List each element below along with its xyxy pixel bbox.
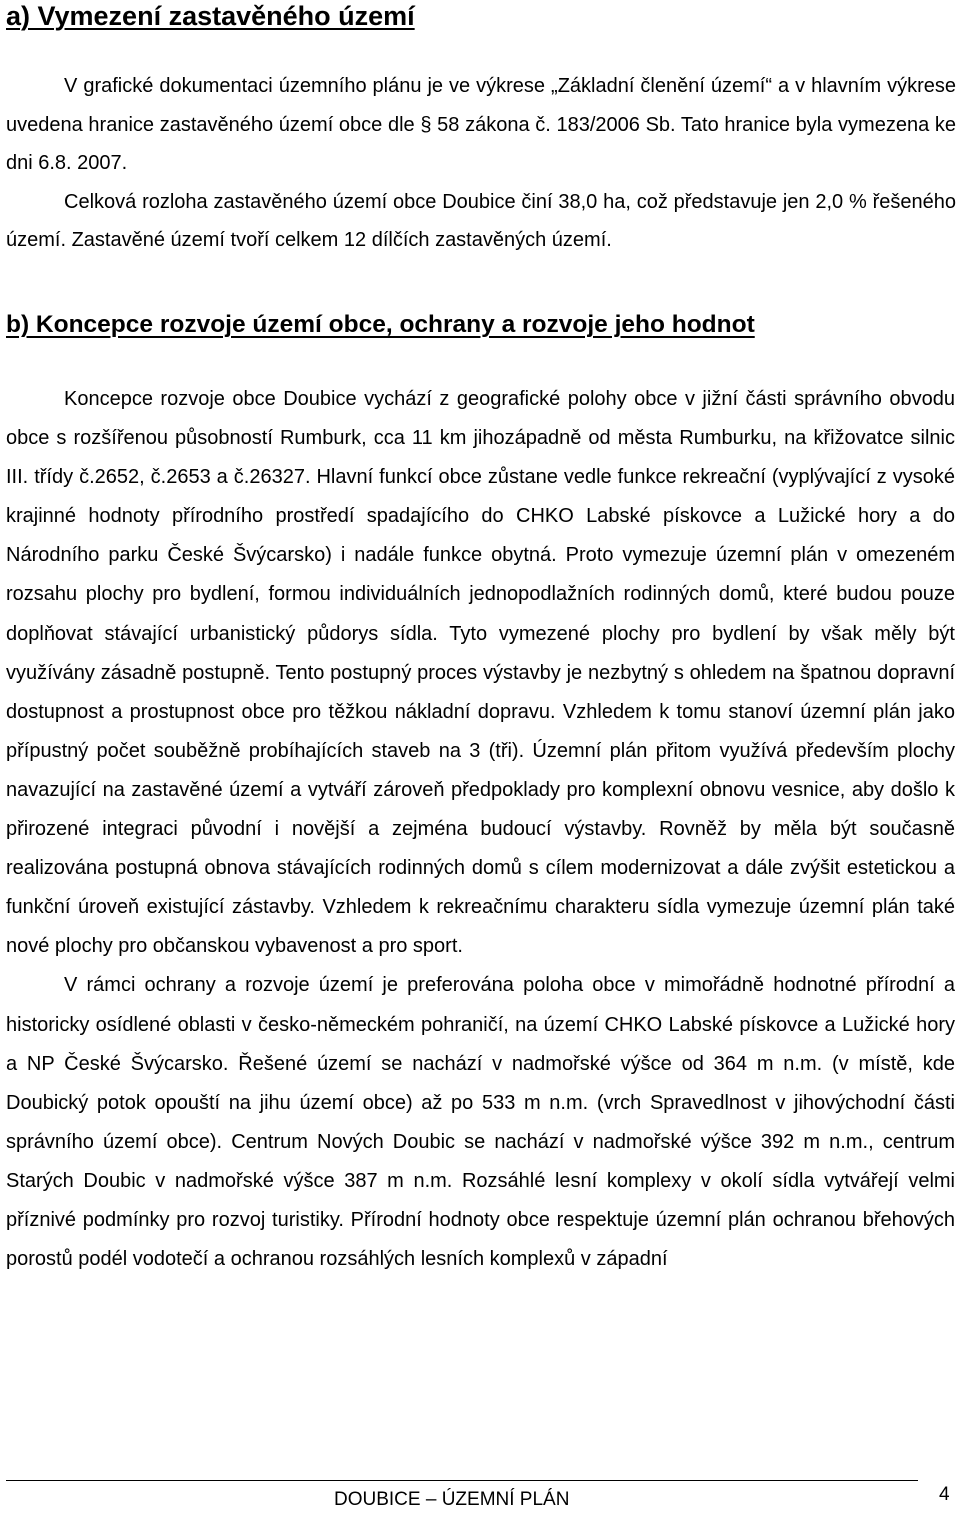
footer-divider — [6, 1480, 918, 1481]
section-b-paragraph-1: Koncepce rozvoje obce Doubice vychází z geografické polohy obce v jižní části správního obvodu obce s rozšířenou působností Rumburk, cca 11 km jihozápadně od města Rumburku, na křižovatce silnic III. třídy č.2652, č.2653 a č.26327. Hlavní funkcí obce zůstane vedle funkce rekreační (vyplývající z vysoké krajinné hodnoty přírodního prostředí spadajícího do CHKO Labské pískovce a Lužické hory a do Národního parku České Švýcarsko) i nadále funkce obytná. Proto vymezuje územní plán v omezeném rozsahu plochy pro bydlení, formou individuálních jednopodlažních rodinných domů, které budou pouze doplňovat stávající urbanistický půdorys sídla. Tyto vymezené plochy pro bydlení by však měly být využívány zásadně postupně. Tento postupný proces výstavby je nezbytný s ohledem na špatnou dopravní dostupnost a prostupnost obce pro těžkou nákladní dopravu. Vzhledem k tomu stanoví územní plán jako přípustný počet souběžně probíhajících staveb na 3 (tři). Územní plán přitom využívá především plochy navazující na zastavěné území a vytváří zároveň předpoklady pro komplexní obnovu vesnice, aby došlo k přirozené integraci původní i novější a zejména budoucí výstavby. Rovněž by měla být současně realizována postupná obnova stávajících rodinných domů s cílem modernizovat a dále zvýšit estetickou a funkční úroveň existující zástavby. Vzhledem k rekreačnímu charakteru sídla vymezuje územní plán také nové plochy pro občanskou vybavenost a pro sport. — [6, 388, 955, 958]
section-a-body — [6, 67, 956, 260]
footer-title: DOUBICE – ÚZEMNÍ PLÁN — [334, 1489, 570, 1510]
section-b-paragraph-2: V rámci ochrany a rozvoje území je preferována poloha obce v mimořádně hodnotné přírodní a historicky osídlené oblasti v česko-německém pohraničí, na území CHKO Labské pískovce a Lužické hory a NP České Švýcarsko. Řešené území se nachází v nadmořské výšce od 364 m n.m. (v místě, kde Doubický potok opouští na jihu území obce) až po 533 m n.m. (vrch Spravedlnost v jihovýchodní části správního území obce). Centrum Nových Doubic se nachází v nadmořské výšce 392 m n.m., centrum Starých Doubic v nadmořské výšce 387 m n.m. Rozsáhlé lesní komplexy v okolí sídla vytvářejí velmi příznivé podmínky pro rozvoj turistiky. Přírodní hodnoty obce respektuje územní plán ochranou břehových porostů podél vodotečí a ochranou rozsáhlých lesních komplexů v západní — [6, 974, 955, 1271]
page-number: 4 — [939, 1484, 950, 1505]
section-a-paragraph-2: Celková rozloha zastavěného území obce Doubice činí 38,0 ha, což představuje jen 2,0 % řešeného území. Zastavěné území tvoří celkem 12 dílčích zastavěných území. — [6, 190, 956, 251]
section-b-heading: b) Koncepce rozvoje území obce, ochrany a rozvoje jeho hodnot — [6, 311, 755, 338]
section-a-heading: a) Vymezení zastavěného území — [6, 1, 415, 31]
section-a-paragraph-1: V grafické dokumentaci územního plánu je ve výkrese „Základní členění území“ a v hlavním výkrese uvedena hranice zastavěného území obce dle § 58 zákona č. 183/2006 Sb. Tato hranice byla vymezena ke dni 6.8. 2007. — [6, 75, 956, 174]
section-b-body — [6, 380, 955, 1279]
